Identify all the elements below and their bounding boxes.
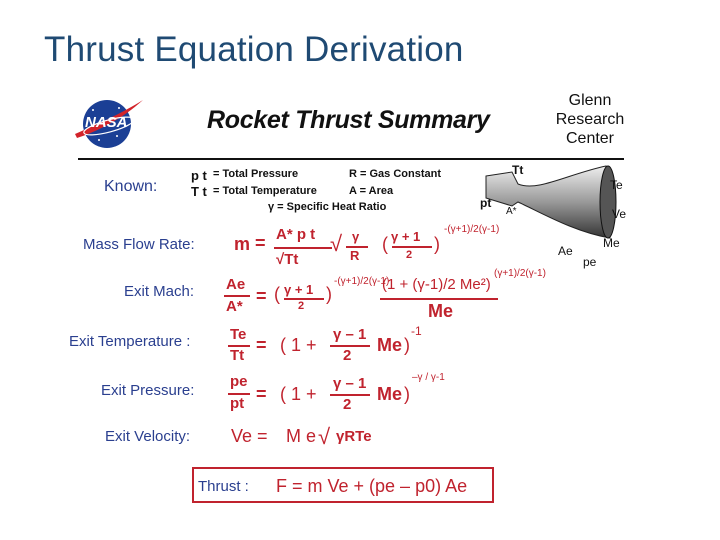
diagram-label-astar: A* [506,206,517,217]
exit-press-me: Me [377,384,403,404]
diagram-label-ve: Ve [612,207,627,221]
exit-temp-frac-den: 2 [343,347,352,364]
exit-mach-label: Exit Mach: [124,283,195,300]
mass-flow-paren-num: γ + 1 [391,229,421,244]
nasa-logo-text: NASA [85,114,128,131]
exit-mach-lhs-den: A* [226,298,243,315]
mass-flow-equals: = [255,233,266,253]
diagram-label-pe: pe [583,255,597,269]
gamma-definition: γ = Specific Heat Ratio [268,201,387,213]
exit-press-frac-num: γ – 1 [333,375,367,392]
mass-flow-numerator: A* p t [276,226,316,243]
exit-mach-lhs-num: Ae [226,276,246,293]
exit-temp-paren-close: ) [404,335,410,355]
exit-temp-lhs-den: Tt [230,347,245,364]
diagram-label-me: Me [603,236,620,250]
diagram-label-te: Te [610,178,623,192]
a-definition: A = Area [349,185,394,197]
exit-mach-p2: (1 + (γ-1)/2 Me²) [382,276,491,293]
diagram-label-pt: pt [480,196,492,210]
exit-temp-one: ( 1 + [280,335,317,355]
center-line-1: Glenn [568,92,612,109]
mass-flow-denominator: √Tt [276,251,299,268]
exit-mach-p1-den: 2 [298,300,305,312]
pt-symbol: p t [191,168,207,183]
thrust-label: Thrust : [198,478,249,495]
exit-press-label: Exit Pressure: [101,382,195,399]
pt-definition: = Total Pressure [213,168,299,180]
mass-flow-paren-close: ) [434,234,440,254]
exit-press-frac-den: 2 [343,396,352,413]
r-definition: R = Gas Constant [349,168,441,180]
exit-vel-label: Exit Velocity: [105,428,191,445]
page-title: Rocket Thrust Summary [207,106,490,134]
sqrt-symbol-2: √ [318,424,331,449]
exit-mach-den: Me [428,301,454,321]
mass-flow-paren-bar [392,246,432,248]
exit-press-paren-close: ) [404,384,410,404]
nasa-meatball-icon [73,96,145,157]
exit-mach-paren1: ( [274,284,280,304]
center-line-3: Center [565,130,615,147]
exit-temp-lhs-num: Te [230,326,247,343]
exit-vel-me: M e [286,426,317,446]
exit-mach-exp2: (γ+1)/2(γ-1) [494,268,546,279]
mass-flow-lhs: m [234,234,251,254]
mass-flow-paren-den: 2 [406,249,413,261]
exit-mach-main-bar [380,298,498,300]
diagram-label-ae: Ae [558,244,573,258]
exit-mach-equals: = [256,286,267,306]
header-divider [78,158,624,160]
exit-press-lhs-num: pe [230,373,248,390]
exit-temp-exp: -1 [411,324,422,338]
slide-title: Thrust Equation Derivation [44,30,464,69]
thrust-equation: F = m Ve + (pe – p0) Ae [276,476,468,496]
exit-press-one: ( 1 + [280,384,317,404]
rocket-nozzle-icon [478,162,628,267]
exit-temp-frac-num: γ – 1 [333,326,367,343]
tt-definition: = Total Temperature [213,185,317,197]
known-label: Known: [104,178,158,195]
exit-temp-label: Exit Temperature : [69,333,191,350]
mass-flow-label: Mass Flow Rate: [83,236,195,253]
exit-vel-lhs: Ve = [231,426,268,446]
mass-flow-root-num: γ [352,229,360,244]
sqrt-symbol: √ [330,231,343,256]
exit-mach-exp1: -(γ+1)/2(γ-1) [334,276,390,287]
exit-temp-me: Me [377,335,403,355]
exit-press-lhs-den: pt [230,395,245,412]
mass-flow-exponent: -(γ+1)/2(γ-1) [444,224,500,235]
diagram-label-tt: Tt [512,163,524,177]
center-line-2: Research [555,111,625,128]
exit-press-equals: = [256,384,267,404]
mass-flow-root-den: R [350,248,360,263]
exit-temp-equals: = [256,335,267,355]
exit-mach-lhs-bar [224,295,250,297]
tt-symbol: T t [191,184,207,199]
mass-flow-paren: ( [382,234,388,254]
mass-flow-fraction-bar [274,247,332,249]
exit-press-exp: –γ / γ-1 [412,372,445,383]
exit-vel-root: γRTe [336,428,372,445]
exit-mach-p1-num: γ + 1 [284,282,314,297]
exit-mach-paren1-close: ) [326,284,332,304]
